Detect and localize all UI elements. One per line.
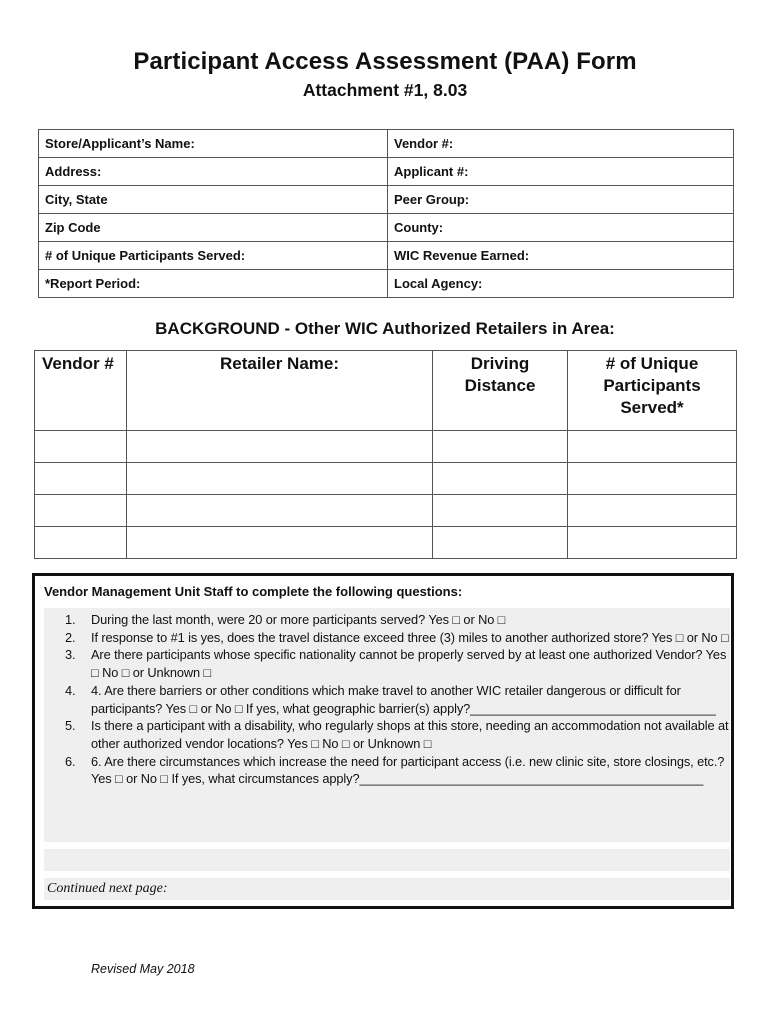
question-text: During the last month, were 20 or more participants served? Yes □ or No □ <box>91 612 506 627</box>
applicant-info-table <box>38 129 734 298</box>
question-text: 6. Are there circumstances which increase the need for participant access (i.e. new clinic site, store closings, etc.? Yes □ or No □ If yes, what circumstances apply?_________________________________________________ <box>91 753 725 787</box>
info-label-right[interactable]: WIC Revenue Earned: <box>388 242 734 270</box>
info-label-right[interactable]: Applicant #: <box>388 158 734 186</box>
questions-list <box>65 611 733 788</box>
info-label-left[interactable]: *Report Period: <box>39 270 388 298</box>
question-number: 4. <box>65 682 76 698</box>
form-title: Participant Access Assessment (PAA) Form <box>133 48 637 75</box>
retailer-cell[interactable] <box>127 527 433 559</box>
info-row <box>39 130 734 158</box>
driving-distance-header: Driving Distance <box>433 351 568 431</box>
background-heading: BACKGROUND - Other WIC Authorized Retailers in Area: <box>155 319 615 338</box>
form-subtitle: Attachment #1, 8.03 <box>302 80 468 100</box>
info-label-left[interactable]: City, State <box>39 186 388 214</box>
question-text: Are there participants whose specific nationality cannot be properly served by at least one authorized Vendor? Yes □ No □ or Unknown □ <box>91 647 727 681</box>
retailer-row <box>35 463 737 495</box>
retailer-cell[interactable] <box>127 431 433 463</box>
retailer-row <box>35 431 737 463</box>
retailer-cell[interactable] <box>433 527 568 559</box>
vmu-title: Vendor Management Unit Staff to complete the following questions: <box>44 584 463 599</box>
retailer-cell[interactable] <box>35 495 127 527</box>
retailer-name-header: Retailer Name: <box>127 351 433 431</box>
info-label-right[interactable]: County: <box>388 214 734 242</box>
blank-response-field[interactable] <box>44 849 730 871</box>
info-row <box>39 186 734 214</box>
info-row <box>39 214 734 242</box>
vendor-number-header: Vendor # <box>35 351 127 431</box>
question-number: 5. <box>65 718 76 734</box>
retailer-row <box>35 495 737 527</box>
question-item <box>65 611 733 629</box>
retailer-cell[interactable] <box>433 463 568 495</box>
question-item <box>65 717 733 752</box>
info-row <box>39 242 734 270</box>
question-text: 4. Are there barriers or other conditions which make travel to another WIC retailer dangerous or difficult for participants? Yes □ or No □ If yes, what geographic barrier(s) apply?___________________________________ <box>91 682 716 716</box>
revision-date: Revised May 2018 <box>91 962 195 976</box>
info-label-left[interactable]: Store/Applicant’s Name: <box>39 130 388 158</box>
question-number: 6. <box>65 753 76 769</box>
retailer-cell[interactable] <box>568 431 737 463</box>
retailer-cell[interactable] <box>568 527 737 559</box>
retailer-cell[interactable] <box>127 463 433 495</box>
retailer-cell[interactable] <box>127 495 433 527</box>
retailer-cell[interactable] <box>35 431 127 463</box>
question-item <box>65 646 733 681</box>
question-text: Is there a participant with a disability, who regularly shops at this store, needing an accommodation not available at other authorized vendor locations? Yes □ No □ or Unknown □ <box>91 718 729 751</box>
continued-strip <box>44 878 730 900</box>
retailers-table <box>34 350 737 559</box>
info-label-right[interactable]: Vendor #: <box>388 130 734 158</box>
info-label-left[interactable]: Address: <box>39 158 388 186</box>
retailer-cell[interactable] <box>568 463 737 495</box>
retailer-row <box>35 527 737 559</box>
retailer-cell[interactable] <box>433 431 568 463</box>
question-number: 3. <box>65 647 76 663</box>
retailer-cell[interactable] <box>433 495 568 527</box>
question-number: 1. <box>65 612 76 627</box>
question-item <box>65 682 733 717</box>
retailer-cell[interactable] <box>35 463 127 495</box>
vendor-management-questions-box <box>32 573 734 909</box>
info-row <box>39 270 734 298</box>
info-label-left[interactable]: # of Unique Participants Served: <box>39 242 388 270</box>
info-label-right[interactable]: Local Agency: <box>388 270 734 298</box>
info-label-left[interactable]: Zip Code <box>39 214 388 242</box>
retailer-cell[interactable] <box>35 527 127 559</box>
question-item <box>65 629 733 647</box>
retailer-cell[interactable] <box>568 495 737 527</box>
question-text: If response to #1 is yes, does the travel distance exceed three (3) miles to another authorized store? Yes □ or No □ <box>91 629 729 645</box>
unique-participants-header: # of Unique Participants Served* <box>568 351 737 431</box>
question-number: 2. <box>65 629 76 645</box>
info-label-right[interactable]: Peer Group: <box>388 186 734 214</box>
continued-note: Continued next page: <box>47 881 168 896</box>
info-row <box>39 158 734 186</box>
question-item <box>65 753 733 788</box>
